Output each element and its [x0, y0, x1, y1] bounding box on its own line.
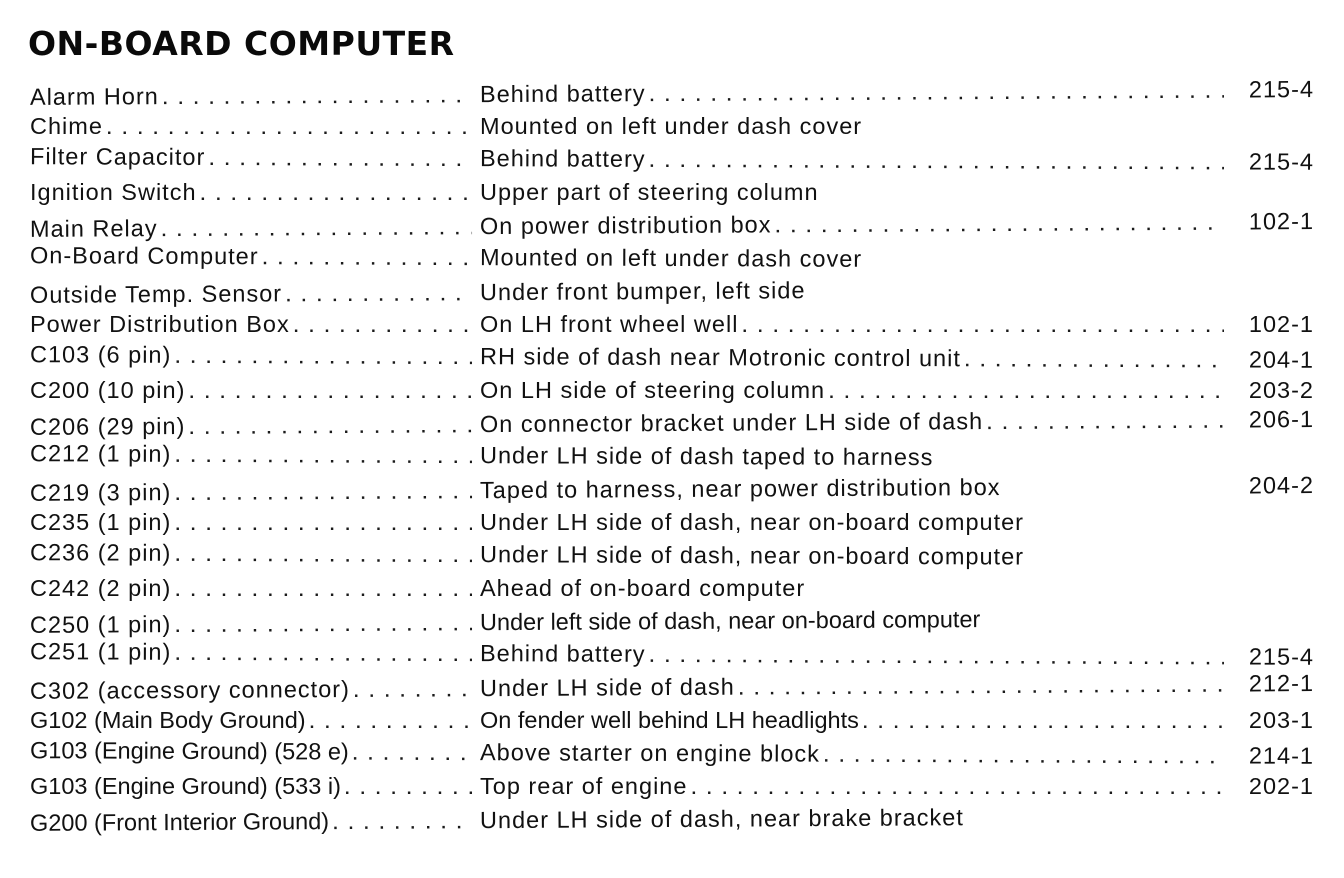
dot-leader — [175, 515, 472, 535]
component-name: G102 (Main Body Ground) — [30, 707, 306, 733]
list-item — [30, 143, 1314, 182]
dot-leader — [201, 185, 472, 205]
component-location-list — [29, 76, 1315, 839]
dot-leader — [310, 713, 472, 733]
figure-reference: 214-1 — [1248, 742, 1315, 769]
list-item — [30, 341, 1314, 380]
figure-reference: 212-1 — [1248, 670, 1315, 697]
dot-leader — [263, 249, 472, 270]
list-item — [30, 575, 1314, 608]
component-location: On fender well behind LH headlights — [480, 707, 859, 733]
figure-reference: 215-4 — [1248, 643, 1315, 670]
list-item — [30, 737, 1314, 776]
component-location: Above starter on engine block — [479, 739, 820, 767]
dot-leader — [294, 317, 472, 337]
component-name: C236 (2 pin) — [29, 539, 172, 566]
component-location: Upper part of steering column — [480, 179, 819, 205]
figure-reference: 215-4 — [1248, 148, 1315, 175]
figure-reference: 203-2 — [1248, 377, 1314, 403]
list-item — [30, 274, 1314, 315]
component-name: C103 (6 pin) — [29, 341, 172, 368]
dot-leader — [742, 317, 1224, 337]
figure-reference: 102-1 — [1248, 208, 1315, 235]
component-name: Main Relay — [29, 215, 158, 242]
dot-leader — [824, 747, 1224, 769]
component-name: Chime — [30, 113, 103, 139]
component-location: Under left side of dash, near on-board computer — [479, 606, 981, 636]
component-location: Under LH side of dash, near on-board computer — [479, 541, 1025, 570]
dot-leader — [353, 745, 472, 766]
dot-leader — [175, 581, 472, 601]
component-name: C219 (3 pin) — [29, 479, 172, 506]
component-location: Behind battery — [479, 145, 646, 172]
dot-leader — [175, 447, 472, 468]
component-name: Alarm Horn — [29, 83, 159, 110]
component-name: C302 (accessory connector) — [29, 675, 350, 704]
component-location: Mounted on left under dash cover — [479, 244, 863, 272]
figure-reference: 203-1 — [1248, 707, 1314, 733]
component-location: Under LH side of dash taped to harness — [479, 442, 934, 471]
dot-leader — [739, 677, 1224, 700]
list-item — [30, 802, 1314, 843]
list-item — [30, 539, 1314, 578]
dot-leader — [286, 285, 472, 306]
dot-leader — [649, 83, 1224, 107]
list-item — [30, 472, 1314, 513]
component-name: C200 (10 pin) — [30, 377, 186, 403]
dot-leader — [829, 383, 1224, 403]
component-location: Under front bumper, left side — [479, 277, 806, 306]
dot-leader — [354, 681, 472, 702]
component-name: C235 (1 pin) — [30, 509, 172, 535]
dot-leader — [175, 546, 472, 567]
component-name: C251 (1 pin) — [29, 638, 172, 665]
dot-leader — [775, 215, 1224, 238]
component-location: Under LH side of dash — [479, 673, 735, 702]
component-location: On connector bracket under LH side of dash — [479, 408, 984, 438]
dot-leader — [965, 351, 1224, 372]
component-name: G103 (Engine Ground) (528 e) — [29, 737, 349, 765]
component-name: G103 (Engine Ground) (533 i) — [30, 773, 341, 799]
dot-leader — [107, 119, 472, 139]
component-location: Under LH side of dash, near on-board computer — [480, 509, 1025, 535]
component-name: C242 (2 pin) — [30, 575, 172, 601]
component-name: C250 (1 pin) — [29, 611, 172, 638]
list-item — [30, 113, 1314, 146]
list-item — [30, 179, 1314, 212]
dot-leader — [691, 779, 1224, 799]
component-location: Ahead of on-board computer — [480, 575, 806, 601]
component-name: Ignition Switch — [30, 179, 197, 205]
component-location: On LH front wheel well — [480, 311, 739, 337]
component-location: Mounted on left under dash cover — [480, 113, 863, 139]
component-name: Power Distribution Box — [30, 311, 290, 337]
component-name: G200 (Front Interior Ground) — [29, 808, 330, 836]
component-location: Under LH side of dash, near brake bracket — [479, 804, 964, 834]
component-name: C212 (1 pin) — [29, 440, 172, 467]
component-name: Filter Capacitor — [29, 143, 206, 170]
list-item — [30, 509, 1314, 542]
component-location: RH side of dash near Motronic control unit — [479, 343, 961, 372]
dot-leader — [161, 219, 472, 241]
figure-reference: 215-4 — [1248, 76, 1315, 103]
list-item — [30, 707, 1314, 740]
dot-leader — [175, 483, 472, 505]
dot-leader — [189, 383, 472, 403]
list-item — [30, 311, 1314, 344]
figure-reference: 206-1 — [1248, 406, 1315, 433]
component-location: Behind battery — [479, 80, 646, 108]
list-item — [30, 377, 1314, 410]
component-location: Taped to harness, near power distribution box — [479, 473, 1001, 504]
list-item — [30, 670, 1314, 711]
figure-reference: 202-1 — [1248, 773, 1314, 799]
dot-leader — [345, 779, 472, 799]
figure-reference: 102-1 — [1248, 311, 1314, 337]
figure-reference: 204-1 — [1248, 346, 1315, 373]
figure-reference: 204-2 — [1248, 472, 1315, 499]
component-location: On LH side of steering column — [480, 377, 826, 403]
component-location: Behind battery — [479, 640, 646, 667]
dot-leader — [175, 348, 472, 369]
dot-leader — [209, 150, 472, 171]
component-location: On power distribution box — [479, 211, 772, 240]
dot-leader — [987, 413, 1224, 434]
dot-leader — [175, 645, 472, 666]
dot-leader — [189, 417, 472, 439]
dot-leader — [163, 87, 472, 109]
component-name: On-Board Computer — [29, 242, 259, 270]
dot-leader — [863, 713, 1224, 733]
component-location: Top rear of engine — [480, 773, 688, 799]
list-item — [30, 773, 1314, 806]
dot-leader — [650, 647, 1225, 670]
dot-leader — [650, 152, 1225, 175]
dot-leader — [333, 813, 472, 834]
component-name: C206 (29 pin) — [29, 412, 186, 440]
page-title: ON-BOARD COMPUTER — [28, 24, 455, 63]
dot-leader — [175, 615, 472, 637]
list-item — [30, 76, 1314, 117]
component-name: Outside Temp. Sensor — [29, 280, 283, 308]
